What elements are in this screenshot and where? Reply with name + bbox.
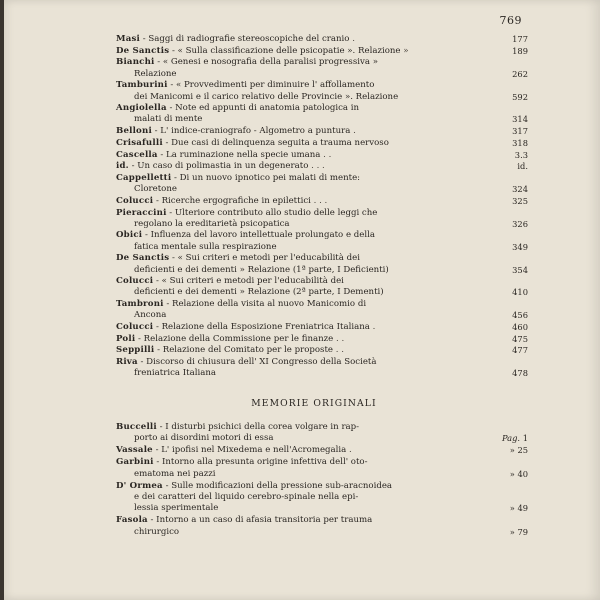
toc-entry <box>116 276 528 298</box>
toc-entry <box>116 322 528 333</box>
page-value: 1 <box>522 433 528 444</box>
entry-text <box>116 322 488 333</box>
entry-title-continuation: malati di mente <box>134 114 203 125</box>
toc-entry <box>116 46 528 57</box>
entry-author: Obici <box>116 230 143 241</box>
entry-title: - Note ed appunti di anatomia patologica in <box>169 103 360 114</box>
entry-text <box>116 126 488 137</box>
entry-page-number <box>488 126 528 137</box>
entry-text <box>116 345 488 356</box>
page-value: 349 <box>512 241 528 252</box>
toc-entry <box>116 334 528 345</box>
page-value: 3.3 <box>514 149 528 160</box>
entry-title: - Ricerche ergografiche in epilettici <box>155 195 311 206</box>
entry-title: - Ulteriore contributo allo studio delle leggi che <box>169 207 378 218</box>
page-value: 354 <box>512 264 528 275</box>
entry-author: Cascella <box>116 149 158 160</box>
entry-title: - Intorno alla presunta origine infettiva dell' oto- <box>156 457 368 468</box>
toc-entry <box>116 80 528 102</box>
entry-page-number <box>488 287 528 298</box>
entry-title: - « Sui criteri e metodi per l'educabilità dei <box>155 276 344 287</box>
entry-author: Colucci <box>116 195 154 206</box>
entry-page-number <box>488 527 528 538</box>
entry-author: Crisafulli <box>116 137 163 148</box>
page-prefix: » <box>509 526 515 537</box>
entry-page-number <box>488 92 528 103</box>
entry-title: - L' ipofisi nel Mixedema e nell'Acromegalia <box>155 445 347 456</box>
page-value: 326 <box>512 218 528 229</box>
page-prefix: » <box>509 445 515 456</box>
entry-text <box>116 103 488 125</box>
entry-title: - Relazione della Esposizione Freniatrica Italiana <box>155 322 370 333</box>
entry-author: Seppilli <box>116 345 155 356</box>
entry-title-continuation: chirurgico <box>134 526 180 537</box>
entry-title: - Relazione della Commissione per le finanze <box>138 333 334 344</box>
toc-entry <box>116 161 528 172</box>
entry-title: - Relazione del Comitato per le proposte <box>157 345 334 356</box>
toc-entry <box>116 230 528 252</box>
page-value: 314 <box>512 114 528 125</box>
page-value: 262 <box>512 68 528 79</box>
entry-text <box>116 334 488 345</box>
entry-text <box>116 299 488 321</box>
entry-title: - « Sulla classificazione delle psicopatie ». Relazione <box>171 45 401 56</box>
entry-page-number <box>488 34 528 45</box>
entry-author: Colucci <box>116 322 154 333</box>
entry-page-number <box>488 196 528 207</box>
entry-text <box>116 230 488 252</box>
entry-title: - La ruminazione nella specie umana <box>160 149 321 160</box>
toc-entry <box>116 126 528 137</box>
dot-leader: . . <box>323 149 332 160</box>
toc-entry <box>116 345 528 356</box>
toc-entry <box>116 357 528 379</box>
toc-entry <box>116 299 528 321</box>
page-value: 324 <box>512 184 528 195</box>
entry-author: Vassale <box>116 445 153 456</box>
entry-title: - Un caso di polimastia in un degenerato <box>131 161 309 172</box>
page-value: 317 <box>512 126 528 137</box>
page-value: 477 <box>512 345 528 356</box>
toc-entry <box>116 34 528 45</box>
entry-page-number <box>488 445 528 456</box>
page-number: 769 <box>499 14 522 27</box>
entry-author: Garbini <box>116 457 154 468</box>
entry-text <box>116 196 488 207</box>
entry-title: - L' indice-craniografo - Algometro a puntura <box>154 126 351 137</box>
entry-title: - « Provvedimenti per diminuire l' affollamento <box>170 80 375 91</box>
entry-title: - « Genesi e nosografia della paralisi progressiva » <box>157 57 378 68</box>
entry-page-number <box>488 345 528 356</box>
entry-text <box>116 457 488 480</box>
entry-author: Angiolella <box>116 103 167 114</box>
entry-author: Buccelli <box>116 422 157 432</box>
dot-leader: . <box>353 126 356 137</box>
page-value: 40 <box>517 468 528 479</box>
dot-leader: . <box>372 322 376 333</box>
page-value: 325 <box>512 195 528 206</box>
entry-author: Cappelletti <box>116 172 172 183</box>
page-value: 410 <box>512 287 528 298</box>
entry-text <box>116 276 488 298</box>
page-value: 460 <box>512 322 528 333</box>
entry-text <box>116 208 488 230</box>
page-prefix: » <box>509 503 515 514</box>
toc-entry <box>116 150 528 161</box>
page-prefix: Pag. <box>501 433 521 444</box>
entry-title: - Relazione della visita al nuovo Manicomio di <box>166 299 367 310</box>
entry-page-number <box>488 69 528 80</box>
toc-entry <box>116 103 528 125</box>
dot-leader: . <box>352 34 355 44</box>
entry-author: Poli <box>116 333 136 344</box>
toc-entry <box>116 445 528 456</box>
entry-title: - I disturbi psichici della corea volgare in rap- <box>159 422 360 432</box>
entry-title: - Due casi di delinquenza seguita a trauma nervoso <box>165 137 389 148</box>
entry-title-continuation: deficienti e dei dementi » Relazione (2ª parte, I Dementi) <box>134 287 384 298</box>
dot-leader: » <box>403 45 409 56</box>
entry-title-continuation: Relazione <box>134 68 177 79</box>
entry-page-number <box>488 46 528 57</box>
entry-page-number <box>488 469 528 480</box>
page-value: 592 <box>512 91 528 102</box>
entry-text <box>116 422 488 445</box>
dot-leader: . . . <box>313 195 328 206</box>
entry-title-continuation: ematoma nei pazzi <box>134 468 216 479</box>
toc-entry <box>116 196 528 207</box>
entry-text <box>116 173 488 195</box>
entry-author: id. <box>116 161 129 172</box>
toc-entry <box>116 138 528 149</box>
entry-page-number <box>488 219 528 230</box>
entry-title-continuation: Ancona <box>134 310 167 321</box>
memorie-list <box>116 422 528 539</box>
entry-title-continuation: dei Manicomi e il carico relativo delle Provincie ». Relazione <box>134 91 399 102</box>
entry-page-number <box>488 161 528 172</box>
entry-text <box>116 357 488 379</box>
toc-entry <box>116 457 528 480</box>
entry-text <box>116 138 488 149</box>
entry-title-continuation: fatica mentale sulla respirazione <box>134 241 277 252</box>
index-list <box>116 34 528 380</box>
toc-entry <box>116 515 528 538</box>
page-value: 456 <box>512 310 528 321</box>
entry-page-number <box>488 310 528 321</box>
entry-page-number <box>488 265 528 276</box>
entry-page-number <box>488 503 528 514</box>
entry-author: De Sanctis <box>116 253 170 264</box>
page-value: 177 <box>512 34 528 44</box>
entry-author: Belloni <box>116 126 152 137</box>
dot-leader: . . . <box>311 161 325 172</box>
entry-title-continuation: regolano la ereditarietà psicopatica <box>134 218 290 229</box>
page-value: 478 <box>512 368 528 379</box>
entry-page-number <box>488 150 528 161</box>
entry-text <box>116 161 488 172</box>
entry-author: Colucci <box>116 276 154 287</box>
entry-page-number <box>488 138 528 149</box>
entry-title: - Di un nuovo ipnotico pei malati di mente: <box>174 172 361 183</box>
section-title: MEMORIE ORIGINALI <box>251 398 377 409</box>
toc-entry <box>116 481 528 515</box>
entry-title-continuation: e dei caratteri del liquido cerebro-spinale nella epi- lessia sperimentale <box>134 491 359 514</box>
page-value: 318 <box>512 137 528 148</box>
page-value: 189 <box>512 45 528 56</box>
entry-text <box>116 46 488 57</box>
page-value: id. <box>517 161 528 172</box>
book-page <box>4 0 600 600</box>
toc-entry <box>116 173 528 195</box>
page-value: 475 <box>512 333 528 344</box>
entry-title-continuation: freniatrica Italiana <box>134 368 217 379</box>
page-prefix: » <box>509 468 515 479</box>
entry-author: Masi <box>116 34 140 44</box>
entry-text <box>116 34 488 45</box>
entry-author: Pieraccini <box>116 207 167 218</box>
toc-entry <box>116 422 528 445</box>
entry-page-number <box>488 433 528 444</box>
entry-author: De Sanctis <box>116 45 170 56</box>
page-value: 79 <box>517 526 528 537</box>
entry-page-number <box>488 334 528 345</box>
entry-title: - « Sui criteri e metodi per l'educabilità dei <box>171 253 360 264</box>
entry-title: - Saggi di radiografie stereoscopiche del cranio <box>142 34 350 44</box>
entry-page-number <box>488 368 528 379</box>
entry-text <box>116 445 488 456</box>
entry-author: Tamburini <box>116 80 168 91</box>
entry-title-continuation: Cloretone <box>134 184 177 195</box>
entry-text <box>116 150 488 161</box>
entry-page-number <box>488 184 528 195</box>
toc-entry <box>116 57 528 79</box>
entry-title-continuation: porto ai disordini motori di essa <box>134 433 274 444</box>
entry-title: - Discorso di chiusura dell' XI Congresso della Società <box>140 357 377 368</box>
dot-leader: . . <box>336 333 345 344</box>
entry-page-number <box>488 114 528 125</box>
entry-page-number <box>488 242 528 253</box>
dot-leader: . . <box>335 345 344 356</box>
entry-title: - Sulle modificazioni della pressione sub-aracnoidea <box>165 480 393 491</box>
entry-title: - Influenza del lavoro intellettuale prolungato e della <box>145 230 375 241</box>
entry-author: D' Ormea <box>116 480 163 491</box>
entry-title: - Intorno a un caso di afasia transitoria per trauma <box>150 515 373 526</box>
toc-entry <box>116 253 528 275</box>
entry-author: Tambroni <box>116 299 164 310</box>
entry-author: Riva <box>116 357 138 368</box>
page-value: 25 <box>517 445 528 456</box>
entry-page-number <box>488 322 528 333</box>
entry-author: Bianchi <box>116 57 155 68</box>
entry-text <box>116 80 488 102</box>
entry-author: Fasola <box>116 515 148 526</box>
entry-text <box>116 57 488 79</box>
entry-text <box>116 253 488 275</box>
dot-leader: . <box>349 445 352 456</box>
entry-text <box>116 515 488 538</box>
toc-entry <box>116 208 528 230</box>
page-value: 49 <box>517 503 528 514</box>
entry-title-continuation: deficienti e dei dementi » Relazione (1ª parte, I Deficienti) <box>134 264 389 275</box>
entry-text <box>116 481 488 515</box>
